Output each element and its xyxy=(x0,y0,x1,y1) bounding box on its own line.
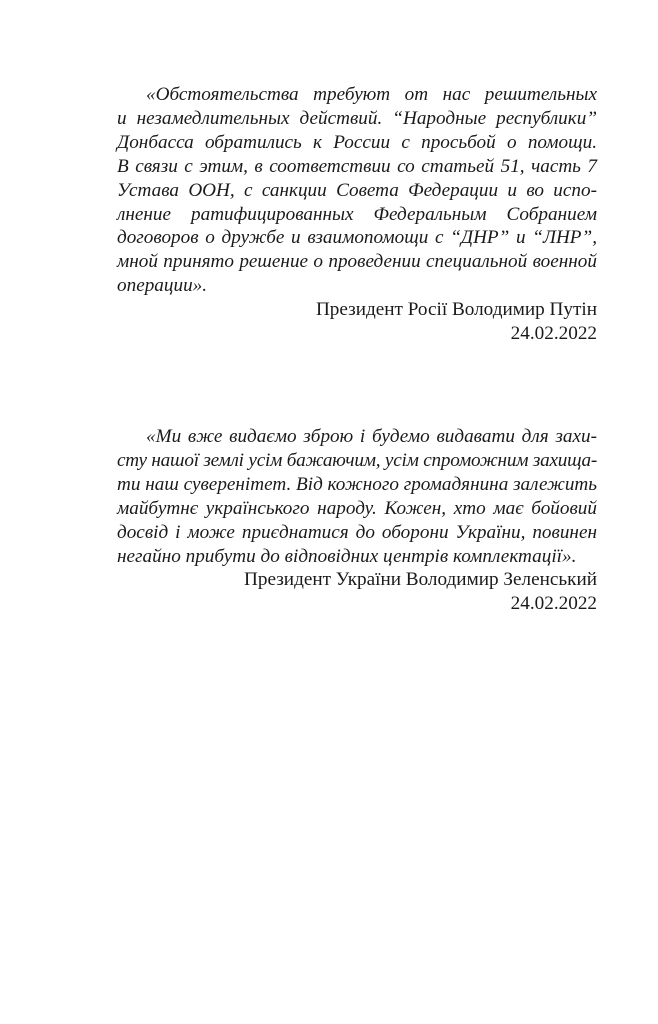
zelensky-attribution xyxy=(117,568,597,616)
quote-line: сту нашої землі усім бажаючим, усім спроможним захищa- xyxy=(117,449,597,471)
quote-line: негайно прибути до відповідних центрів комплектації». xyxy=(117,545,577,567)
quote-line: «Ми вже видаємо зброю і будемо видавати для захи- xyxy=(146,426,597,447)
quote-line: операции». xyxy=(117,275,208,297)
quote-line: досвід і може приєднатися до оборони України, повинен xyxy=(117,521,597,543)
attribution-author: Президент Росії Володимир Путін xyxy=(315,299,597,321)
attribution-date: 24.02.2022 xyxy=(510,323,597,345)
quote-line: договоров о дружбе и взаимопомощи с “ДНР” и “ЛНР”, xyxy=(117,227,597,249)
quote-line: «Обстоятельства требуют от нас решительных xyxy=(146,84,597,105)
quote-line: лнение ратифицированных Федеральным Собранием xyxy=(117,203,597,225)
attribution-date: 24.02.2022 xyxy=(510,593,597,615)
quote-line: майбутнє українського народу. Кожен, хто має бойовий xyxy=(117,497,597,519)
zelensky-quote-text xyxy=(117,425,597,568)
putin-quote-block xyxy=(117,83,597,346)
putin-attribution xyxy=(117,298,597,346)
quote-line: В связи с этим, в соответствии со статьей 51, часть 7 xyxy=(117,155,597,177)
quote-line: Устава ООН, с санкции Совета Федерации и во испо- xyxy=(117,179,597,201)
quote-line: и незамедлительных действий. “Народные республики” xyxy=(117,107,597,129)
quote-line: мной принято решение о проведении специальной военной xyxy=(117,251,597,273)
quote-line: ти наш суверенітет. Від кожного громадянина залежить xyxy=(117,473,598,495)
quote-line: Донбасса обратились к России с просьбой о помощи. xyxy=(117,131,597,153)
putin-quote-text xyxy=(117,83,597,298)
zelensky-quote-block xyxy=(117,425,597,616)
attribution-author: Президент України Володимир Зеленський xyxy=(244,569,597,591)
